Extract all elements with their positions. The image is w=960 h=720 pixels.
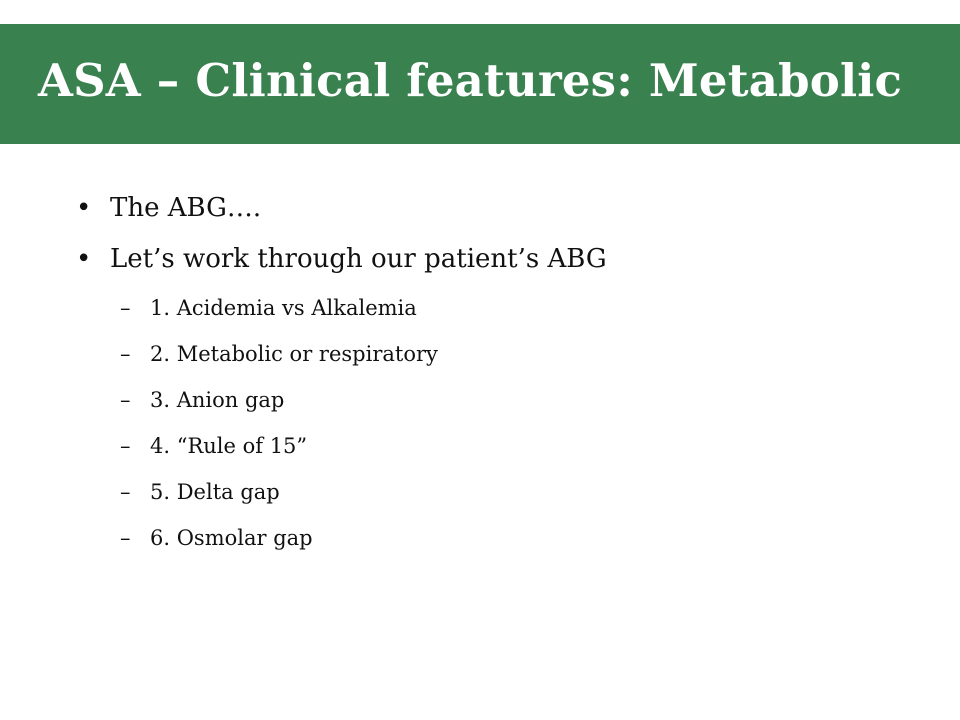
sub-bullet-text: 3. Anion gap (150, 388, 285, 412)
sub-bullet-text: 2. Metabolic or respiratory (150, 342, 438, 366)
sub-bullet-text: 5. Delta gap (150, 480, 280, 504)
sub-bullet-marker: – (120, 342, 131, 366)
sub-bullet-marker: – (120, 526, 131, 550)
bullet-marker: • (76, 244, 92, 274)
sub-bullet-text: 6. Osmolar gap (150, 526, 313, 550)
slide-title: ASA – Clinical features: Metabolic (38, 54, 903, 107)
sub-bullet-marker: – (120, 296, 131, 320)
sub-bullet-text: 4. “Rule of 15” (150, 434, 308, 458)
bullet-text: The ABG…. (110, 193, 262, 223)
bullet-text: Let’s work through our patient’s ABG (110, 244, 607, 274)
sub-bullet-marker: – (120, 480, 131, 504)
sub-bullet-marker: – (120, 388, 131, 412)
sub-bullet-marker: – (120, 434, 131, 458)
bullet-marker: • (76, 193, 92, 223)
sub-bullet-text: 1. Acidemia vs Alkalemia (150, 296, 417, 320)
